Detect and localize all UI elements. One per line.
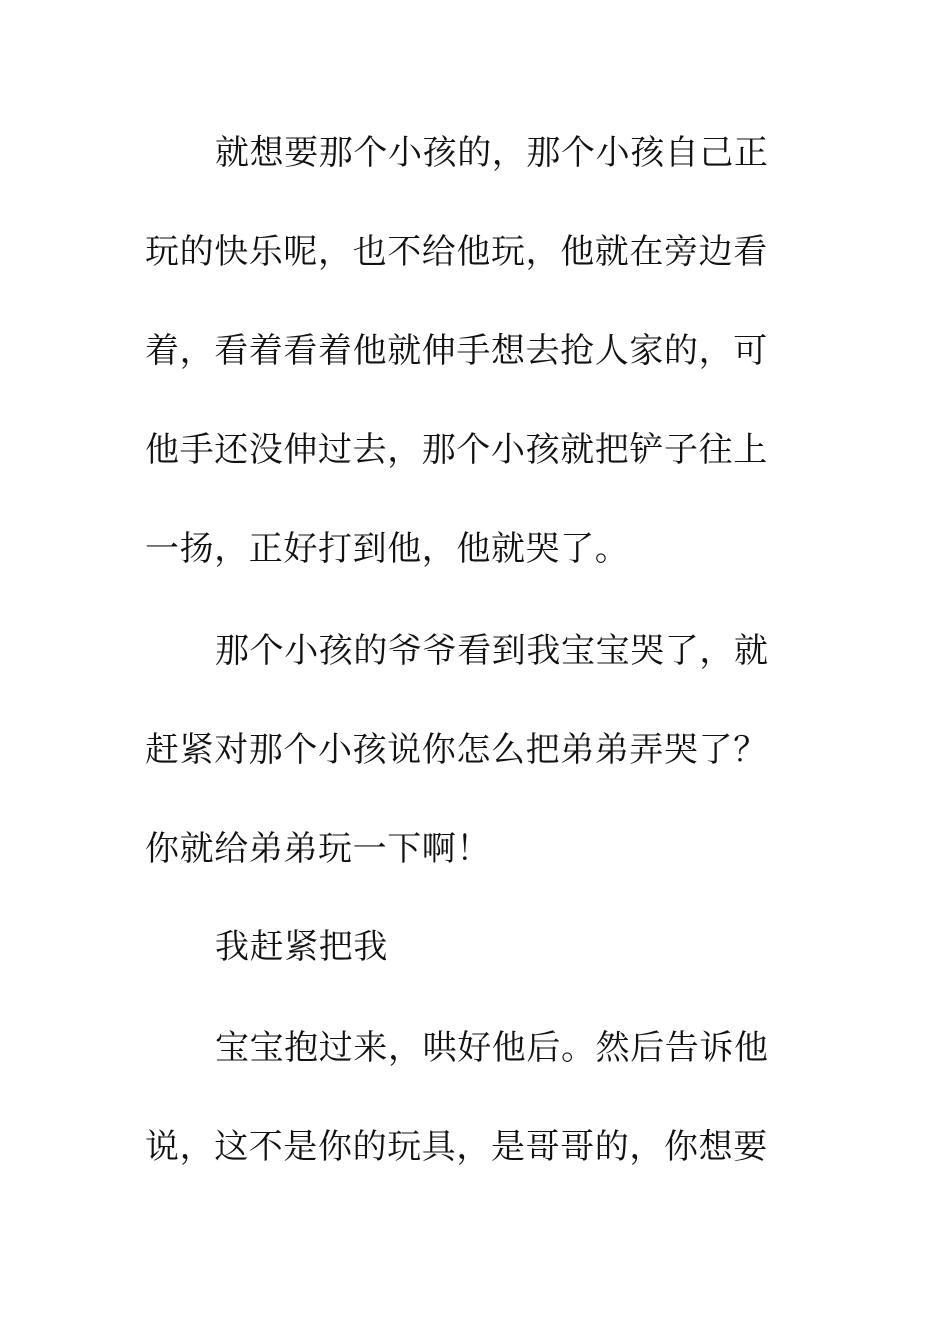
paragraph-line: 宝宝抱过来，哄好他后。然后告诉他	[215, 1028, 769, 1068]
paragraph-line: 他手还没伸过去，那个小孩就把铲子往上	[145, 430, 768, 470]
paragraph-line: 就想要那个小孩的，那个小孩自己正	[215, 133, 769, 173]
paragraph-line: 你就给弟弟玩一下啊！	[145, 829, 491, 869]
paragraph-line: 说，这不是你的玩具，是哥哥的，你想要	[145, 1127, 768, 1167]
paragraph-line: 一扬，正好打到他，他就哭了。	[145, 529, 630, 569]
paragraph-line: 玩的快乐呢，也不给他玩，他就在旁边看	[145, 232, 768, 272]
paragraph-line: 那个小孩的爷爷看到我宝宝哭了，就	[215, 631, 769, 671]
paragraph-line: 赶紧对那个小孩说你怎么把弟弟弄哭了？	[145, 730, 768, 770]
paragraph-line: 着，看着看着他就伸手想去抢人家的，可	[145, 331, 768, 371]
paragraph-line: 我赶紧把我	[215, 927, 388, 967]
